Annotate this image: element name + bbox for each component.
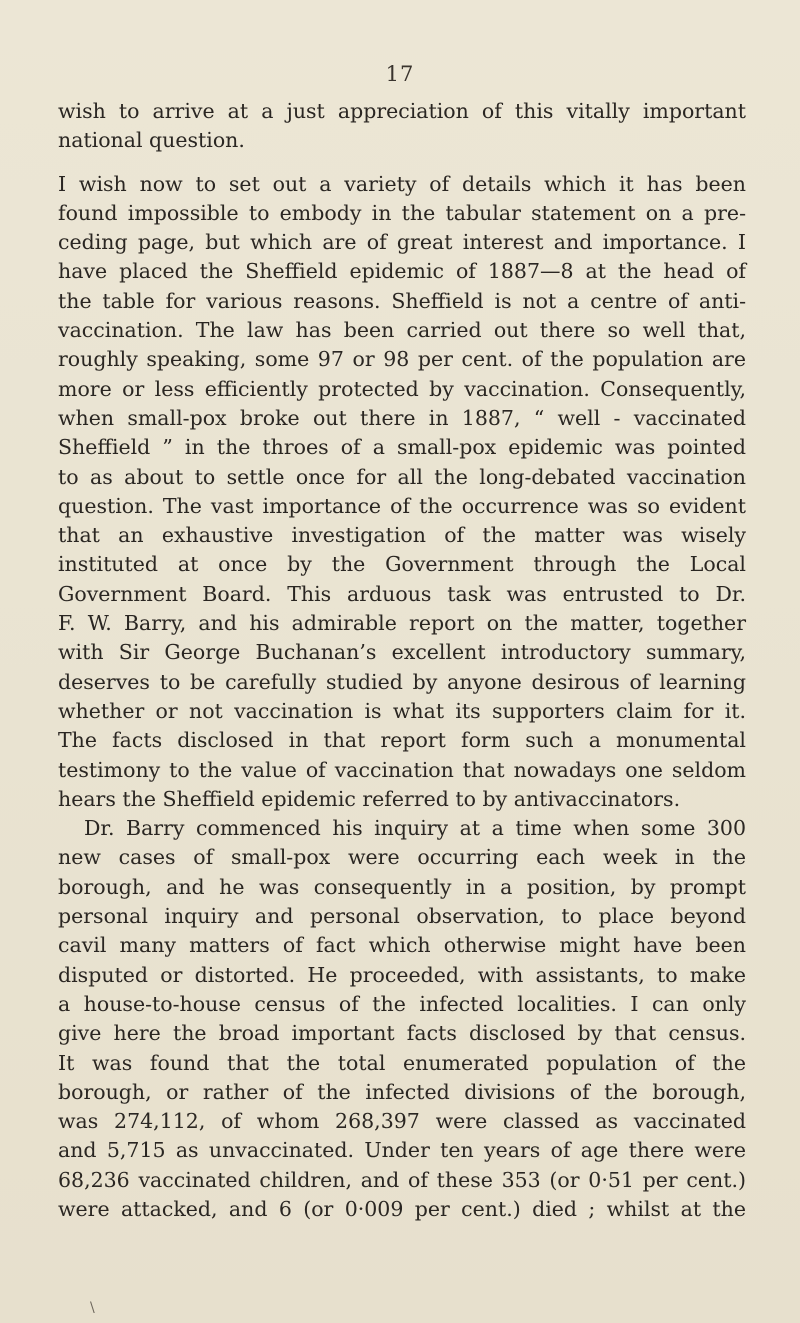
body-text bbox=[58, 97, 746, 1224]
text-line: borough, or rather of the infected divisions of the borough, bbox=[58, 1079, 746, 1104]
text-line: have placed the Sheffield epidemic of 1887—8 at the head of bbox=[58, 259, 746, 284]
text-line: cavil many matters of fact which otherwise might have been bbox=[58, 933, 746, 958]
text-line: when small-pox broke out there in 1887, “ well - vaccinated bbox=[58, 405, 746, 430]
text-line: whether or not vaccination is what its supporters claim for it. bbox=[58, 698, 746, 723]
text-line: borough, and he was consequently in a position, by prompt bbox=[58, 874, 746, 899]
text-line: Government Board. This arduous task was entrusted to Dr. bbox=[58, 581, 746, 606]
text-line: Sheffield ” in the throes of a small-pox epidemic was pointed bbox=[58, 435, 746, 460]
text-line: deserves to be carefully studied by anyone desirous of learning bbox=[58, 669, 746, 694]
paragraph-gap bbox=[58, 156, 746, 170]
text-line: F. W. Barry, and his admirable report on the matter, together bbox=[58, 611, 746, 636]
page-number: 17 bbox=[385, 62, 415, 86]
text-line: that an exhaustive investigation of the matter was wisely bbox=[58, 523, 746, 548]
text-line: hears the Sheffield epidemic referred to by antivaccinators. bbox=[58, 786, 681, 811]
text-line: national question. bbox=[58, 128, 245, 153]
text-line: and 5,715 as unvaccinated. Under ten years of age there were bbox=[58, 1138, 746, 1163]
text-line: The facts disclosed in that report form such a monumental bbox=[58, 728, 746, 753]
text-line: give here the broad important facts disclosed by that census. bbox=[58, 1021, 746, 1046]
text-line: question. The vast importance of the occurrence was so evident bbox=[58, 493, 746, 518]
text-line: Dr. Barry commenced his inquiry at a time when some 300 bbox=[84, 816, 746, 841]
text-line: roughly speaking, some 97 or 98 per cent. of the population are bbox=[58, 347, 746, 372]
text-line: new cases of small-pox were occurring each week in the bbox=[58, 845, 746, 870]
paragraph-2 bbox=[58, 170, 746, 815]
text-line: instituted at once by the Government through the Local bbox=[58, 552, 746, 577]
text-line: It was found that the total enumerated population of the bbox=[58, 1050, 746, 1075]
text-line: a house-to-house census of the infected localities. I can only bbox=[58, 991, 746, 1016]
text-line: testimony to the value of vaccination that nowadays one seldom bbox=[58, 757, 746, 782]
text-line: personal inquiry and personal observation, to place beyond bbox=[58, 904, 746, 929]
text-line: the table for various reasons. Sheffield is not a centre of anti- bbox=[58, 288, 746, 313]
text-line: were attacked, and 6 (or 0·009 per cent.) died ; whilst at the bbox=[58, 1196, 746, 1221]
paragraph-1 bbox=[58, 97, 746, 156]
text-line: wish to arrive at a just appreciation of this vitally important bbox=[58, 99, 746, 123]
text-line: found impossible to embody in the tabular statement on a pre- bbox=[58, 200, 746, 225]
text-line: vaccination. The law has been carried out there so well that, bbox=[58, 318, 746, 343]
text-line: to as about to settle once for all the long-debated vaccination bbox=[58, 464, 746, 489]
paragraph-3 bbox=[58, 814, 746, 1224]
text-line: more or less efficiently protected by vaccination. Consequently, bbox=[58, 376, 746, 401]
text-line: ceding page, but which are of great interest and importance. I bbox=[58, 230, 746, 255]
text-line: with Sir George Buchanan’s excellent introductory summary, bbox=[58, 640, 746, 665]
text-line: disputed or distorted. He proceeded, with assistants, to make bbox=[58, 962, 746, 987]
text-line: I wish now to set out a variety of details which it has been bbox=[58, 171, 746, 196]
footer-mark: \ bbox=[90, 1300, 95, 1316]
text-line: was 274,112, of whom 268,397 were classed as vaccinated bbox=[58, 1109, 746, 1134]
text-line: 68,236 vaccinated children, and of these 353 (or 0·51 per cent.) bbox=[58, 1167, 746, 1192]
